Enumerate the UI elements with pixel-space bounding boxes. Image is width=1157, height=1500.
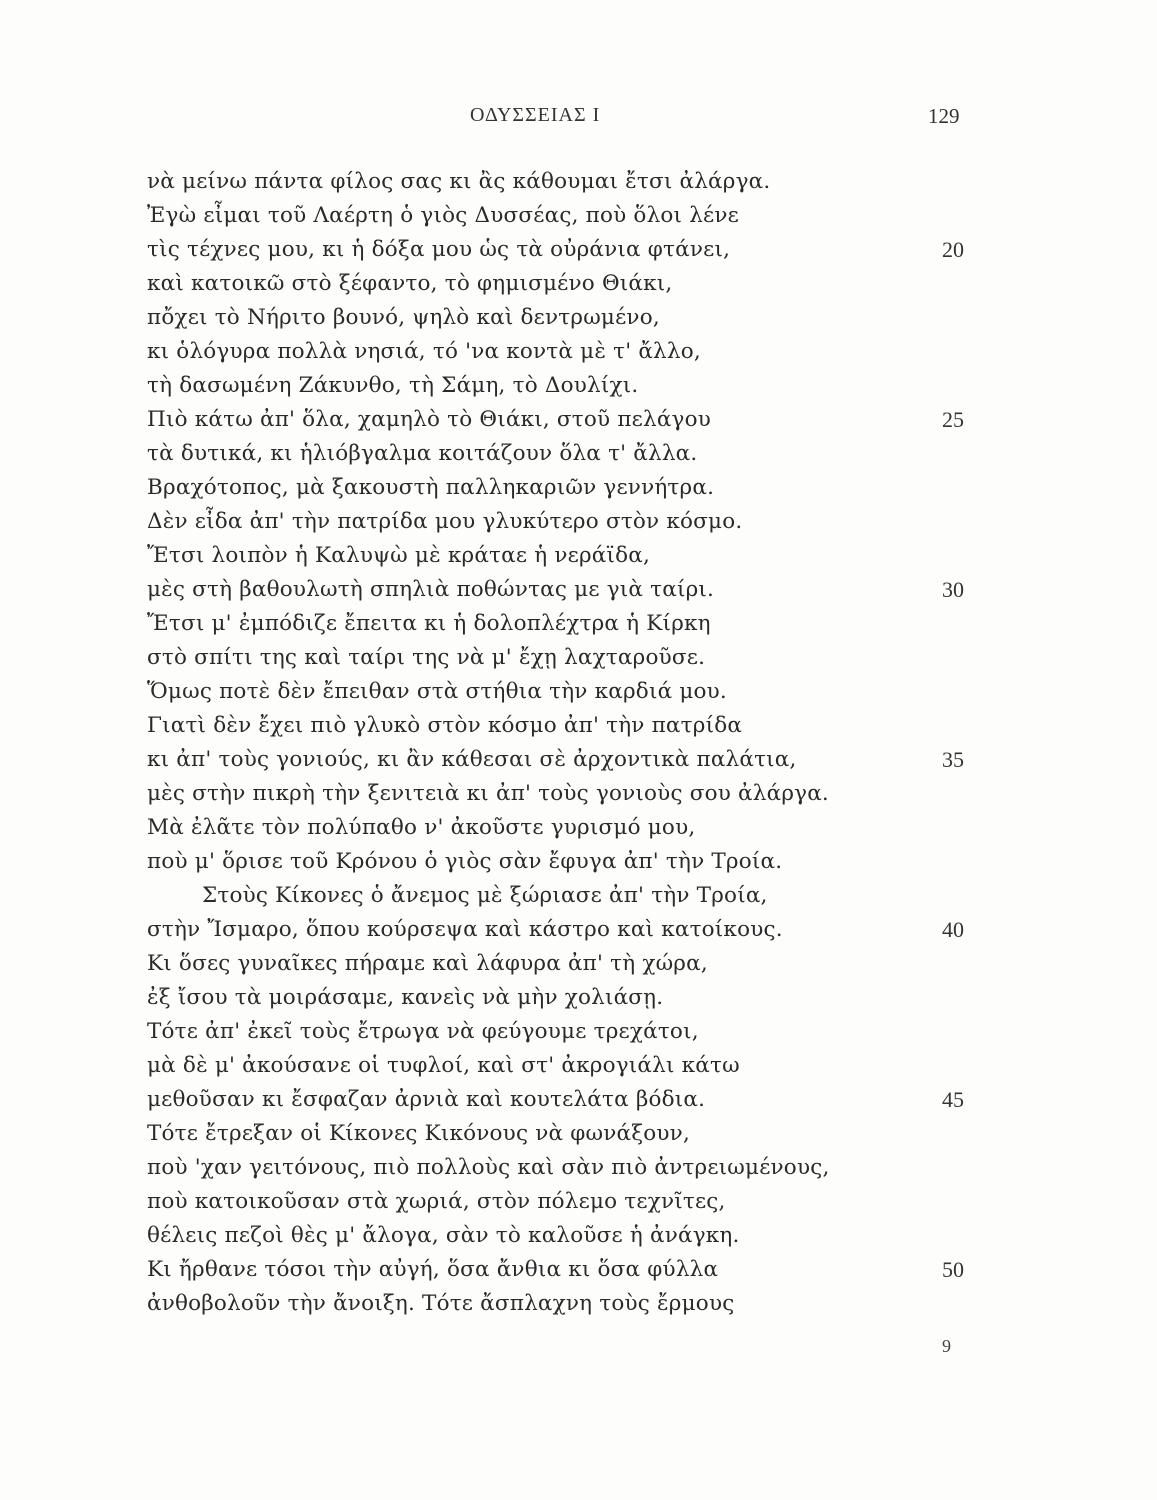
verse-line bbox=[147, 267, 1027, 301]
verse-line bbox=[147, 913, 1027, 947]
verse-line bbox=[147, 1117, 1027, 1151]
verse-text: καὶ κατοικῶ στὸ ξέφαντο, τὸ φημισμένο Θιάκι, bbox=[147, 271, 673, 296]
verse-line bbox=[147, 981, 1027, 1015]
verse-text: μὲς στὴ βαθουλωτὴ σπηλιὰ ποθώντας με γιὰ ταίρι. bbox=[147, 577, 715, 602]
verse-line bbox=[147, 165, 1027, 199]
verse-text: ποὺ μ' ὅρισε τοῦ Κρόνου ὁ γιὸς σὰν ἔφυγα ἀπ' τὴν Τροία. bbox=[147, 849, 783, 874]
verse-text: πὄχει τὸ Νήριτο βουνό, ψηλὸ καὶ δεντρωμένο, bbox=[147, 305, 660, 330]
verse-text: Τότε ἀπ' ἐκεῖ τοὺς ἔτρωγα νὰ φεύγουμε τρεχάτοι, bbox=[147, 1019, 699, 1044]
line-number: 30 bbox=[942, 577, 964, 602]
verse-text: θέλεις πεζοὶ θὲς μ' ἄλογα, σὰν τὸ καλοῦσε ἡ ἀνάγκη. bbox=[147, 1223, 740, 1248]
verse-line bbox=[147, 1185, 1027, 1219]
verse-text: ἀνθοβολοῦν τὴν ἄνοιξη. Τότε ἄσπλαχνη τοὺς ἔρμους bbox=[147, 1291, 735, 1316]
verse-line bbox=[147, 471, 1027, 505]
verse-text: νὰ μείνω πάντα φίλος σας κι ἂς κάθουμαι ἔτσι ἀλάργα. bbox=[147, 169, 771, 194]
verse-text: ποὺ 'χαν γειτόνους, πιὸ πολλοὺς καὶ σὰν πιὸ ἀντρειωμένους, bbox=[147, 1155, 830, 1180]
verse-text: μὲς στὴν πικρὴ τὴν ξενιτειὰ κι ἀπ' τοὺς γονιοὺς σου ἀλάργα. bbox=[147, 781, 829, 806]
verse-line bbox=[147, 1015, 1027, 1049]
verse-text: τὴ δασωμένη Ζάκυνθο, τὴ Σάμη, τὸ Δουλίχι. bbox=[147, 373, 639, 398]
running-title: ΟΔΥΣΣΕΙΑΣ Ι bbox=[470, 104, 601, 126]
verse-line bbox=[147, 1151, 1027, 1185]
verse-text: Κι ὅσες γυναῖκες πήραμε καὶ λάφυρα ἀπ' τὴ χώρα, bbox=[147, 951, 708, 976]
verse-line bbox=[147, 1083, 1027, 1117]
verse-text: ποὺ κατοικοῦσαν στὰ χωριά, στὸν πόλεμο τεχνῖτες, bbox=[147, 1189, 726, 1214]
signature-mark: 9 bbox=[942, 1336, 951, 1356]
verse-text: Ὅμως ποτὲ δὲν ἔπειθαν στὰ στήθια τὴν καρδιά μου. bbox=[147, 679, 727, 704]
verse-line bbox=[147, 709, 1027, 743]
verse-line bbox=[147, 573, 1027, 607]
verse-line bbox=[147, 811, 1027, 845]
verse-line bbox=[147, 1049, 1027, 1083]
verse-line bbox=[147, 505, 1027, 539]
poem-text bbox=[147, 165, 1027, 1321]
verse-text: μεθοῦσαν κι ἔσφαζαν ἀρνιὰ καὶ κουτελάτα βόδια. bbox=[147, 1087, 706, 1112]
line-number: 35 bbox=[942, 747, 964, 772]
verse-text: Ἐγὼ εἶμαι τοῦ Λαέρτη ὁ γιὸς Δυσσέας, ποὺ ὅλοι λένε bbox=[147, 203, 739, 228]
verse-text: κι ὁλόγυρα πολλὰ νησιά, τό 'να κοντὰ μὲ τ' ἄλλο, bbox=[147, 339, 701, 364]
verse-text: Τότε ἔτρεξαν οἱ Κίκονες Κικόνους νὰ φωνάξουν, bbox=[147, 1121, 690, 1146]
verse-text: Στοὺς Κίκονες ὁ ἄνεμος μὲ ξώριασε ἀπ' τὴν Τροία, bbox=[202, 883, 768, 908]
verse-line bbox=[147, 675, 1027, 709]
verse-text: Πιὸ κάτω ἀπ' ὅλα, χαμηλὸ τὸ Θιάκι, στοῦ πελάγου bbox=[147, 407, 712, 432]
verse-text: κι ἀπ' τοὺς γονιούς, κι ἂν κάθεσαι σὲ ἀρχοντικὰ παλάτια, bbox=[147, 747, 797, 772]
verse-text: Ἔτσι λοιπὸν ἡ Καλυψὼ μὲ κράταε ἡ νεράϊδα, bbox=[147, 543, 651, 568]
verse-line bbox=[147, 369, 1027, 403]
verse-line bbox=[147, 403, 1027, 437]
verse-line bbox=[147, 233, 1027, 267]
verse-line bbox=[147, 301, 1027, 335]
line-number: 50 bbox=[942, 1257, 964, 1282]
verse-line bbox=[147, 947, 1027, 981]
line-number: 40 bbox=[942, 917, 964, 942]
verse-line bbox=[147, 1253, 1027, 1287]
verse-text: τὰ δυτικά, κι ἡλιόβγαλμα κοιτάζουν ὅλα τ' ἄλλα. bbox=[147, 441, 698, 466]
verse-text: Γιατὶ δὲν ἔχει πιὸ γλυκὸ στὸν κόσμο ἀπ' τὴν πατρίδα bbox=[147, 713, 743, 738]
verse-text: μὰ δὲ μ' ἀκούσανε οἱ τυφλοί, καὶ στ' ἀκρογιάλι κάτω bbox=[147, 1053, 740, 1078]
verse-line bbox=[147, 437, 1027, 471]
verse-line bbox=[147, 199, 1027, 233]
verse-text: τὶς τέχνες μου, κι ἡ δόξα μου ὡς τὰ οὐράνια φτάνει, bbox=[147, 237, 731, 262]
line-number: 20 bbox=[942, 237, 964, 262]
verse-text: στὸ σπίτι της καὶ ταίρι της νὰ μ' ἔχῃ λαχταροῦσε. bbox=[147, 645, 706, 670]
verse-line bbox=[147, 539, 1027, 573]
line-number: 25 bbox=[942, 407, 964, 432]
verse-line bbox=[147, 743, 1027, 777]
verse-line bbox=[147, 1219, 1027, 1253]
verse-line bbox=[147, 641, 1027, 675]
verse-line bbox=[147, 879, 1027, 913]
verse-line bbox=[147, 1287, 1027, 1321]
verse-text: Δὲν εἶδα ἀπ' τὴν πατρίδα μου γλυκύτερο στὸν κόσμο. bbox=[147, 509, 743, 534]
verse-line bbox=[147, 607, 1027, 641]
verse-text: Μὰ ἐλᾶτε τὸν πολύπαθο ν' ἀκοῦστε γυρισμό μου, bbox=[147, 815, 696, 840]
line-number: 45 bbox=[942, 1087, 964, 1112]
page-number: 129 bbox=[928, 104, 960, 128]
verse-text: Κι ἤρθανε τόσοι τὴν αὐγή, ὅσα ἄνθια κι ὅσα φύλλα bbox=[147, 1257, 719, 1282]
verse-line bbox=[147, 335, 1027, 369]
verse-line bbox=[147, 777, 1027, 811]
verse-text: ἐξ ἴσου τὰ μοιράσαμε, κανεὶς νὰ μὴν χολιάσῃ. bbox=[147, 985, 664, 1010]
verse-text: Ἔτσι μ' ἐμπόδιζε ἔπειτα κι ἡ δολοπλέχτρα ἡ Κίρκη bbox=[147, 611, 711, 636]
verse-line bbox=[147, 845, 1027, 879]
verse-text: Βραχότοπος, μὰ ξακουστὴ παλληκαριῶν γεννήτρα. bbox=[147, 475, 715, 500]
verse-text: στὴν Ἴσμαρο, ὅπου κούρσεψα καὶ κάστρο καὶ κατοίκους. bbox=[147, 917, 783, 942]
